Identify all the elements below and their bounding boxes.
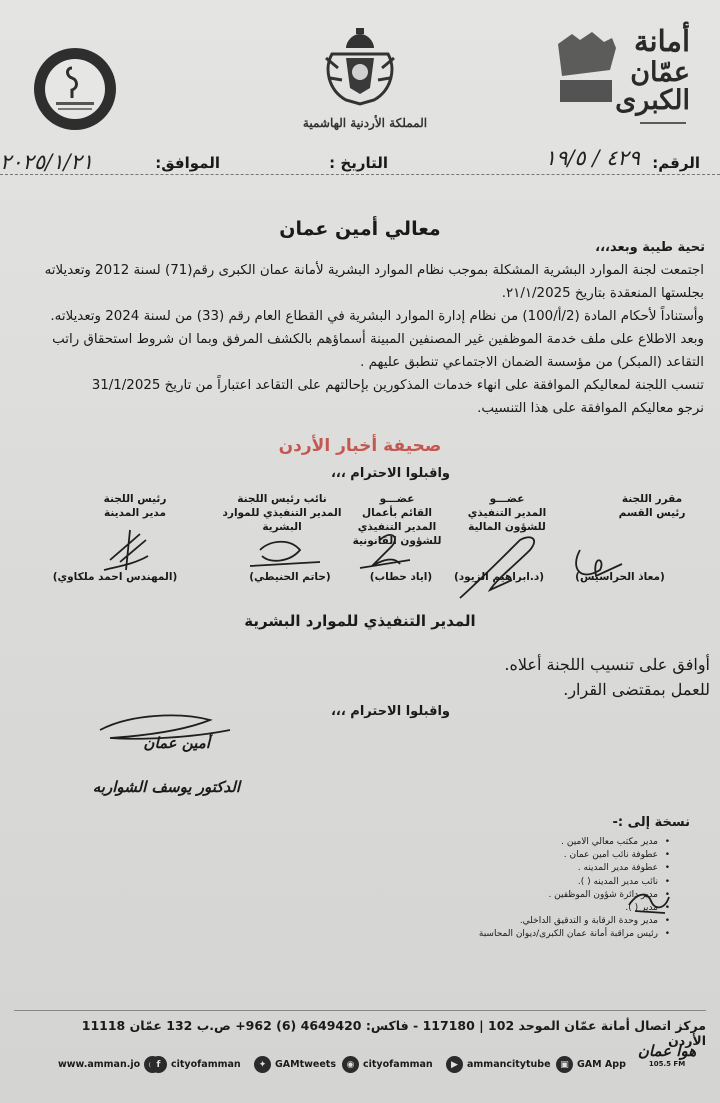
agreement-date-value: ٢٠٢٥/١/٢١ bbox=[0, 150, 94, 174]
facebook-icon: f bbox=[150, 1056, 167, 1073]
signature-vice-chair-role: نائب رئيس اللجنة المدير التنفيذي للموارد البشرية bbox=[222, 493, 342, 533]
signature-chair-mark bbox=[104, 530, 148, 570]
copies-heading: نسخة إلى :- bbox=[612, 815, 690, 830]
instagram-link[interactable] bbox=[342, 1056, 433, 1073]
list-item: • رئيس مراقبة أمانة عمان الكبرى/ديوان المحاسبة bbox=[420, 928, 670, 941]
signature-rapporteur-role: مقرر اللجنة رئيس القسم bbox=[618, 493, 686, 519]
amman-logo-line-3: الكبرى bbox=[615, 85, 690, 116]
paragraph-request: نرجو معاليكم الموافقة على هذا التنسيب. bbox=[477, 401, 704, 416]
signature-finance-mark bbox=[460, 537, 534, 598]
ref-row-underline bbox=[0, 174, 720, 175]
letter-recipient: معالي أمين عمان bbox=[279, 218, 441, 240]
list-item: • عطوفة نائب امين عمان . bbox=[420, 849, 670, 862]
signature-chair-name: (المهندس احمد ملكاوي) bbox=[52, 571, 178, 583]
twitter-link[interactable] bbox=[254, 1056, 336, 1073]
list-item: • عطوفة مدير المدينه . bbox=[420, 862, 670, 875]
paragraph-article: وأستناداً لأحكام المادة (2/أ/100) من نظام إدارة الموارد البشرية في القطاع العام رقم (33) من لسنة 2024 وتعديلاته. bbox=[50, 309, 704, 324]
facebook-link[interactable] bbox=[150, 1056, 241, 1073]
signature-marks bbox=[0, 520, 720, 610]
signature-finance-role: عضـــو المدير التنفيذي للشؤون المالية bbox=[467, 493, 547, 533]
amman-logo-line-1: أمانة bbox=[633, 24, 690, 58]
approval-title: المدير التنفيذي للموارد البشرية bbox=[244, 612, 476, 630]
newspaper-watermark: صحيفة أخبار الأردن bbox=[278, 436, 442, 456]
youtube-link-label: ammancitytube bbox=[467, 1059, 551, 1070]
approval-closing: واقبلوا الاحترام ،،، bbox=[330, 704, 450, 719]
approval-line-1: أوافق على تنسيب اللجنة أعلاه. bbox=[504, 655, 710, 674]
facebook-link-label: cityofamman bbox=[171, 1059, 241, 1070]
header-divider bbox=[640, 122, 686, 124]
radio-logo bbox=[628, 1042, 706, 1068]
instagram-icon: ◉ bbox=[342, 1056, 359, 1073]
signature-finance-name: (د.ابراهيم الزيود) bbox=[453, 571, 545, 583]
signature-vice-chair-name: (حاتم الحنيطي) bbox=[249, 571, 331, 583]
youtube-link[interactable] bbox=[446, 1056, 551, 1073]
approval-line-2: للعمل بمقتضى القرار. bbox=[563, 680, 710, 699]
radio-frequency: 105.5 FM bbox=[648, 1060, 686, 1068]
ref-number-value: ٤٢٩ / ١٩/٥ bbox=[544, 146, 640, 170]
signature-chair-role: رئيس اللجنة مدير المدينة bbox=[103, 493, 167, 519]
signature-legal-name: (اياد حطاب) bbox=[369, 571, 433, 583]
mayor-name: الدكتور يوسف الشواربه bbox=[92, 778, 240, 796]
radio-name: هوا عمان bbox=[637, 1042, 697, 1060]
twitter-icon: ✦ bbox=[254, 1056, 271, 1073]
signature-legal-role: عضـــو القائم بأعمال المدير التنفيذي للشؤون القانونية bbox=[352, 493, 442, 547]
ref-number-label: الرقم: bbox=[652, 154, 700, 172]
footer-divider bbox=[14, 1010, 706, 1011]
list-item: • مدير مكتب معالي الامين . bbox=[420, 836, 670, 849]
date-label: التاريخ : bbox=[329, 154, 388, 172]
list-item: • مدير دائرة شؤون الموظفين . bbox=[420, 889, 670, 902]
footer-address: مركز اتصال أمانة عمّان الموحد 102 | 117180 - فاكس: 4649420 (6) 962+ ص.ب 132 عمّان 11118 الأردن bbox=[81, 1018, 706, 1048]
institution-seal-icon bbox=[32, 46, 118, 132]
crest-icon bbox=[320, 28, 400, 106]
agreement-date-label: الموافق: bbox=[155, 154, 220, 172]
amman-logo-line-2: عمّان bbox=[630, 57, 690, 88]
kingdom-name: المملكة الأردنية الهاشمية bbox=[302, 116, 428, 130]
signature-legal-mark bbox=[360, 535, 410, 568]
mayor-title: أمين عمان bbox=[143, 734, 210, 752]
youtube-icon: ▶ bbox=[446, 1056, 463, 1073]
paragraph-recommendation: تنسب اللجنة لمعاليكم الموافقة على انهاء خدمات المذكورين بإحالتهم على التقاعد اعتباراً من تاريخ 31/1/2025 bbox=[91, 378, 704, 393]
closing-regards: واقبلوا الاحترام ،،، bbox=[330, 466, 450, 481]
paragraph-employees: وبعد الاطلاع على ملف خدمة الموظفين غير المصنفين المبينة أسماؤهم بالكشف المرفق وبما ان شروط استحقاق راتب التقاعد (المبكر) من مؤسسة الضمان الاجتماعي تنطبق عليهم . bbox=[52, 332, 704, 370]
app-icon: ▣ bbox=[556, 1056, 573, 1073]
letter-body bbox=[18, 259, 704, 420]
paragraph-committee: اجتمعت لجنة الموارد البشرية المشكلة بموجب نظام الموارد البشرية لأمانة عمان الكبرى رقم(71) لسنة 2012 وتعديلاته بجلستها المنعقدة بتاريخ ٢١/١/2025. bbox=[44, 263, 704, 301]
approval-text bbox=[420, 652, 710, 702]
web-link[interactable] bbox=[58, 1056, 161, 1073]
amman-logo-graphic bbox=[552, 30, 622, 110]
list-item: • نائب مدير المدينه ( ). bbox=[420, 876, 670, 889]
signature-rapporteur-name: (معاذ الحراسيس) bbox=[575, 571, 665, 583]
greeting: تحية طيبة وبعد،،، bbox=[595, 240, 705, 255]
instagram-link-label: cityofamman bbox=[363, 1059, 433, 1070]
app-link-label: GAM App bbox=[577, 1059, 626, 1070]
app-link[interactable] bbox=[556, 1056, 626, 1073]
list-item: • مدير ( ). bbox=[420, 902, 670, 915]
twitter-link-label: GAMtweets bbox=[275, 1059, 337, 1070]
signature-vice-chair-mark bbox=[250, 542, 320, 566]
web-link-label: www.amman.jo bbox=[58, 1059, 141, 1070]
initials-mark bbox=[625, 885, 675, 921]
list-item: • مدير وحدة الرقابة و التدقيق الداخلي. bbox=[420, 915, 670, 928]
